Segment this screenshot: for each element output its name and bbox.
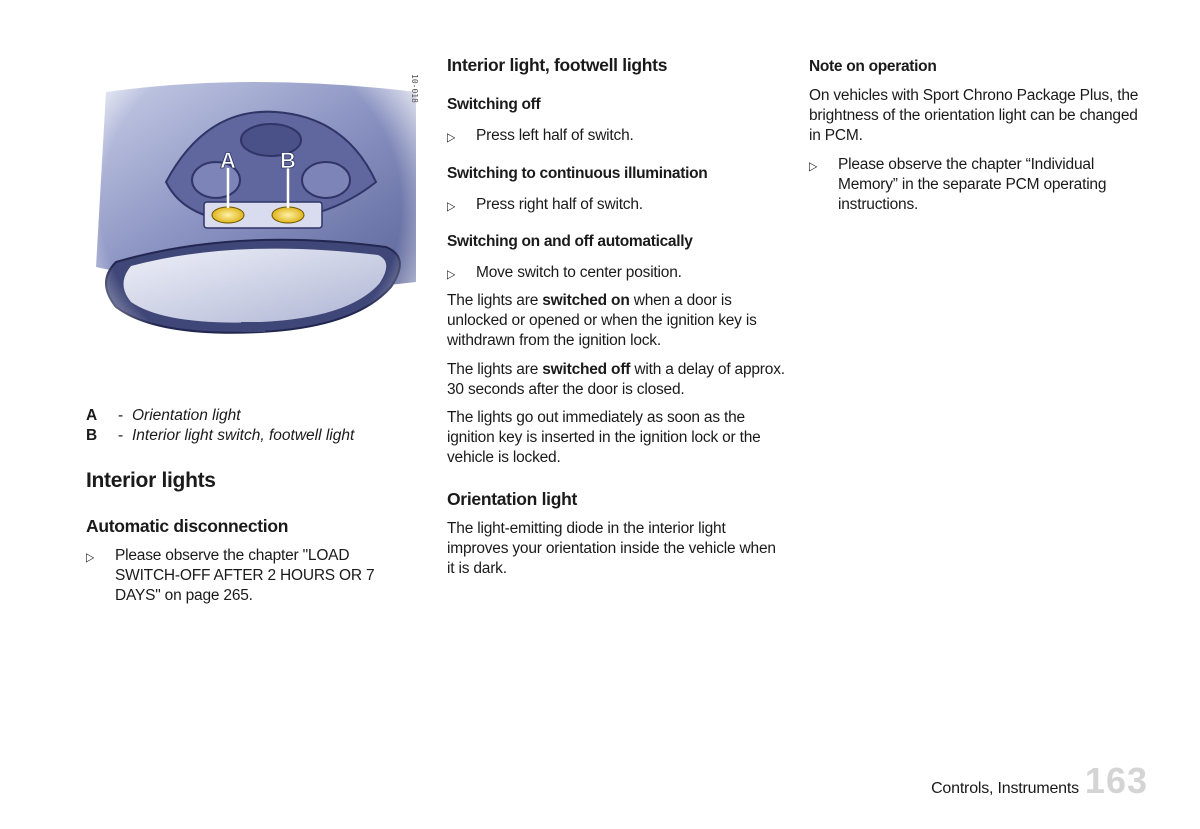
paragraph-lights-go-out: The lights go out immediately as soon as the ignition key is inserted in the ignition lock or the vehicle is locked. [447, 409, 761, 466]
heading-continuous-illumination: Switching to continuous illumination [447, 165, 708, 182]
paragraph-note: On vehicles with Sport Chrono Package Plus, the brightness of the orientation light can be changed in PCM. [809, 87, 1139, 144]
bullet-text: Move switch to center position. [476, 264, 682, 281]
bullet-triangle-icon: ▷ [86, 550, 95, 564]
legend-key: A [86, 407, 98, 424]
legend-text: Interior light switch, footwell light [132, 427, 355, 444]
legend-text: Orientation light [132, 407, 241, 424]
page-number: 163 [1084, 760, 1148, 801]
bullet-triangle-icon: ▷ [447, 199, 456, 213]
legend-item-b [86, 426, 354, 446]
footer-section-label: Controls, Instruments [931, 780, 1079, 797]
legend-item-a [86, 406, 354, 426]
interior-light-illustration [86, 52, 419, 392]
bullet-individual-memory [809, 155, 1109, 215]
emphasis-switched-on: switched on [542, 292, 630, 309]
bullet-automatic [447, 263, 787, 284]
bullet-text: Please observe the chapter “Individual Memory” in the separate PCM operating instructions. [838, 156, 1107, 213]
page-footer [931, 760, 1148, 802]
text: with a delay of approx. 30 seconds after the door is closed. [447, 361, 785, 398]
heading-switching-off: Switching off [447, 96, 541, 113]
bullet-text: Press left half of switch. [476, 127, 634, 144]
text: The lights are [447, 292, 543, 309]
paragraph-orientation-light: The light-emitting diode in the interior light improves your orientation inside the vehicle when it is dark. [447, 520, 776, 577]
bullet-text: Press right half of switch. [476, 196, 643, 213]
section-title-interior-lights: Interior lights [86, 469, 216, 492]
heading-note-on-operation: Note on operation [809, 58, 937, 75]
bullet-triangle-icon: ▷ [809, 159, 818, 173]
paragraph-switched-on [447, 291, 787, 351]
legend-key: B [86, 427, 98, 444]
bullet-load-switch-off [86, 546, 411, 606]
bullet-text: Please observe the chapter "LOAD SWITCH-OFF AFTER 2 HOURS OR 7 DAYS" on page 265. [115, 547, 375, 604]
heading-automatic: Switching on and off automatically [447, 233, 693, 250]
legend-dash: - [118, 407, 124, 424]
bullet-triangle-icon: ▷ [447, 130, 456, 144]
figure-code: 10-018 [410, 74, 419, 103]
section-title-interior-light-footwell: Interior light, footwell lights [447, 55, 668, 75]
text: when a door is unlocked or opened or when the ignition key is withdrawn from the ignition lock. [447, 292, 757, 349]
interior-light-figure [86, 52, 419, 392]
figure-legend [86, 406, 354, 446]
bullet-triangle-icon: ▷ [447, 267, 456, 281]
subtitle-automatic-disconnection: Automatic disconnection [86, 516, 289, 536]
paragraph-switched-off [447, 360, 787, 400]
text: The lights are [447, 361, 543, 378]
emphasis-switched-off: switched off [542, 361, 631, 378]
bullet-switching-off [447, 126, 787, 147]
section-title-orientation-light: Orientation light [447, 489, 578, 509]
bullet-continuous [447, 195, 787, 216]
legend-dash: - [118, 427, 124, 444]
